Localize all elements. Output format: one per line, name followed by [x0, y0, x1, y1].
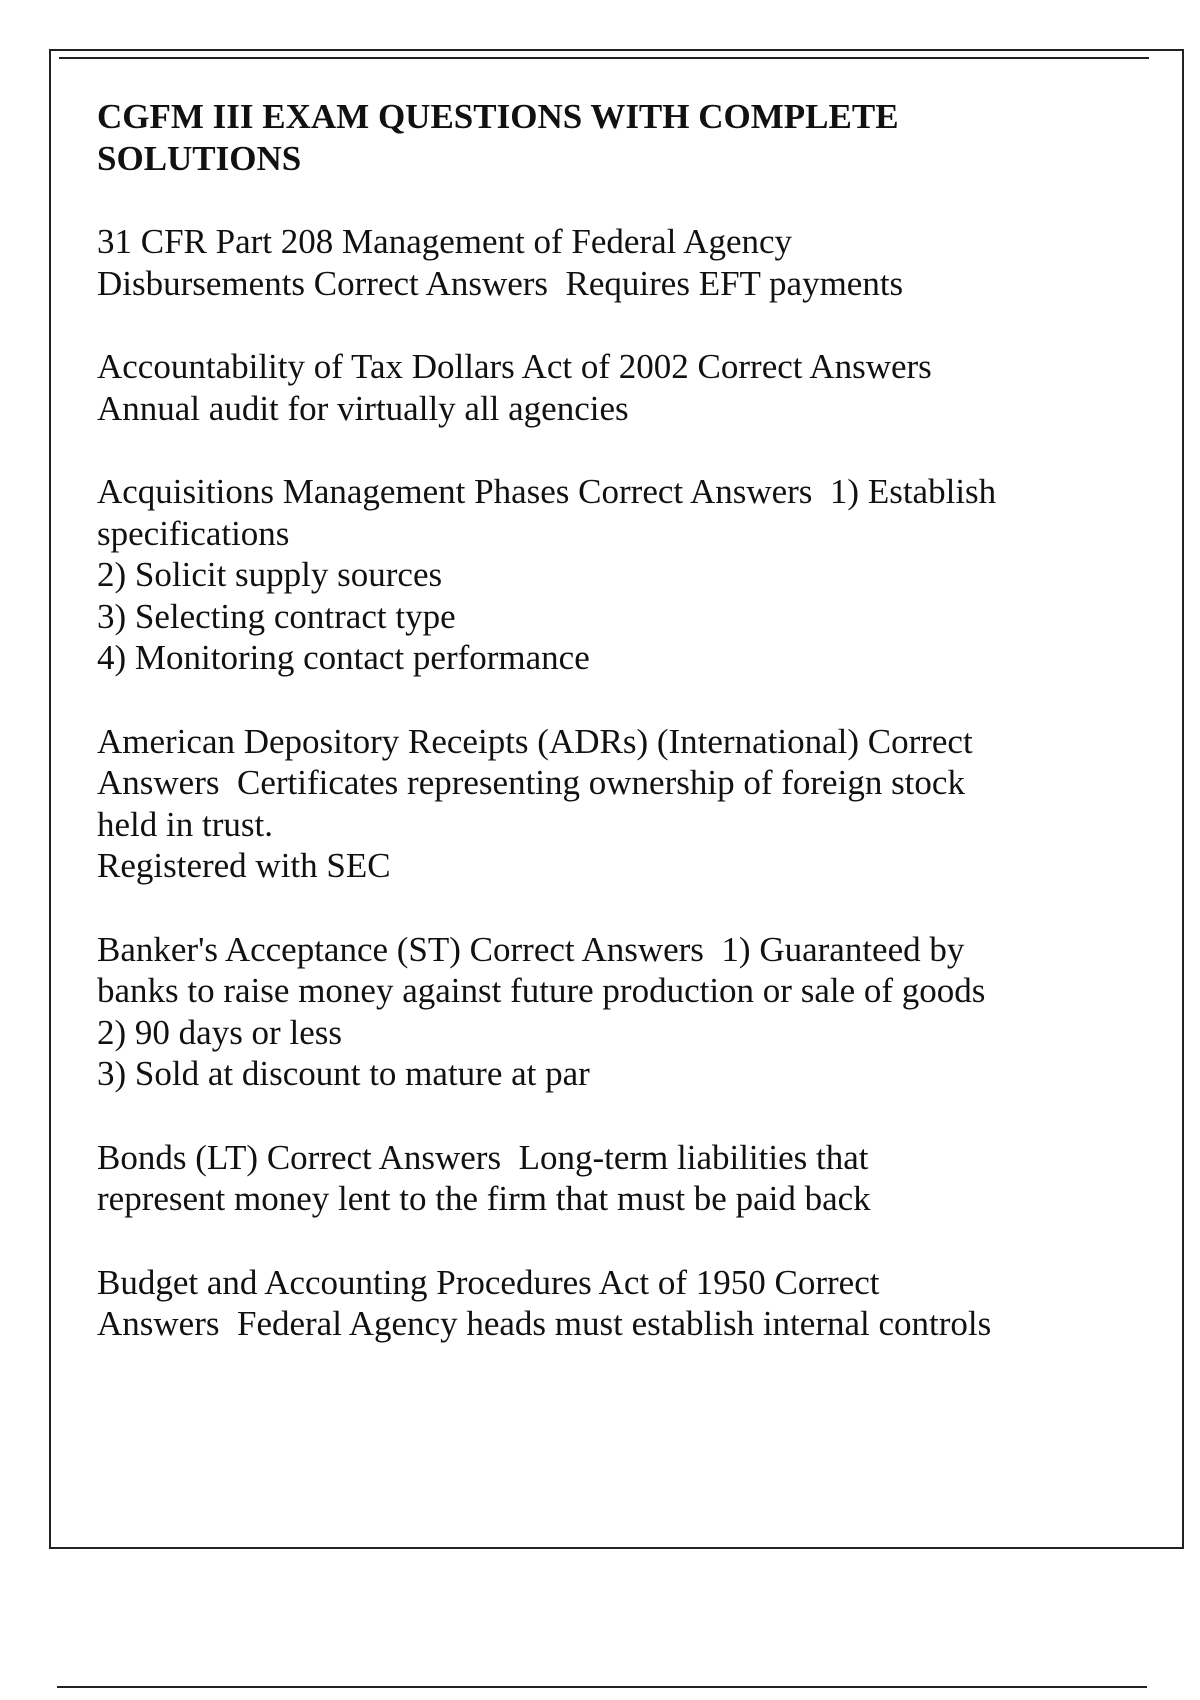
- qa-line: Registered with SEC: [97, 846, 391, 885]
- qa-line: 2) Solicit supply sources: [97, 555, 443, 594]
- document-content: [97, 96, 1087, 1387]
- qa-line: 3) Selecting contract type: [97, 596, 456, 636]
- qa-line: 31 CFR Part 208 Management of Federal Agency: [97, 222, 793, 261]
- qa-line: Disbursements Correct Answers Requires EFT payments: [97, 263, 904, 303]
- qa-line: 3) Sold at discount to mature at par: [97, 1054, 590, 1093]
- qa-line: Banker's Acceptance (ST) Correct Answers 1) Guaranteed by: [97, 929, 965, 969]
- qa-line: 4) Monitoring contact performance: [97, 638, 590, 677]
- qa-line: Bonds (LT) Correct Answers Long-term liabilities that: [97, 1137, 869, 1177]
- qa-item: [97, 221, 1087, 304]
- document-title: CGFM III EXAM QUESTIONS WITH COMPLETE SOLUTIONS: [97, 97, 899, 178]
- qa-line: held in trust.: [97, 804, 273, 844]
- qa-line: Budget and Accounting Procedures Act of 1950 Correct: [97, 1262, 880, 1302]
- qa-item: [97, 346, 1087, 429]
- qa-line: specifications: [97, 513, 290, 553]
- qa-line: 2) 90 days or less: [97, 1012, 342, 1052]
- qa-line: represent money lent to the firm that must be paid back: [97, 1179, 871, 1218]
- bottom-rule: [57, 1686, 1147, 1688]
- qa-item: [97, 471, 1087, 679]
- qa-line: banks to raise money against future production or sale of goods: [97, 971, 986, 1010]
- qa-item: [97, 1262, 1087, 1345]
- qa-list: [97, 221, 1087, 1345]
- qa-item: [97, 929, 1087, 1095]
- qa-line: Answers Certificates representing ownership of foreign stock: [97, 763, 965, 802]
- qa-line: Accountability of Tax Dollars Act of 2002 Correct Answers: [97, 347, 932, 386]
- qa-line: Annual audit for virtually all agencies: [97, 388, 629, 428]
- qa-line: Answers Federal Agency heads must establish internal controls: [97, 1304, 992, 1343]
- qa-line: American Depository Receipts (ADRs) (International) Correct: [97, 721, 973, 761]
- top-rule: [59, 57, 1149, 59]
- qa-line: Acquisitions Management Phases Correct Answers 1) Establish: [97, 472, 997, 511]
- qa-item: [97, 1137, 1087, 1220]
- qa-item: [97, 721, 1087, 887]
